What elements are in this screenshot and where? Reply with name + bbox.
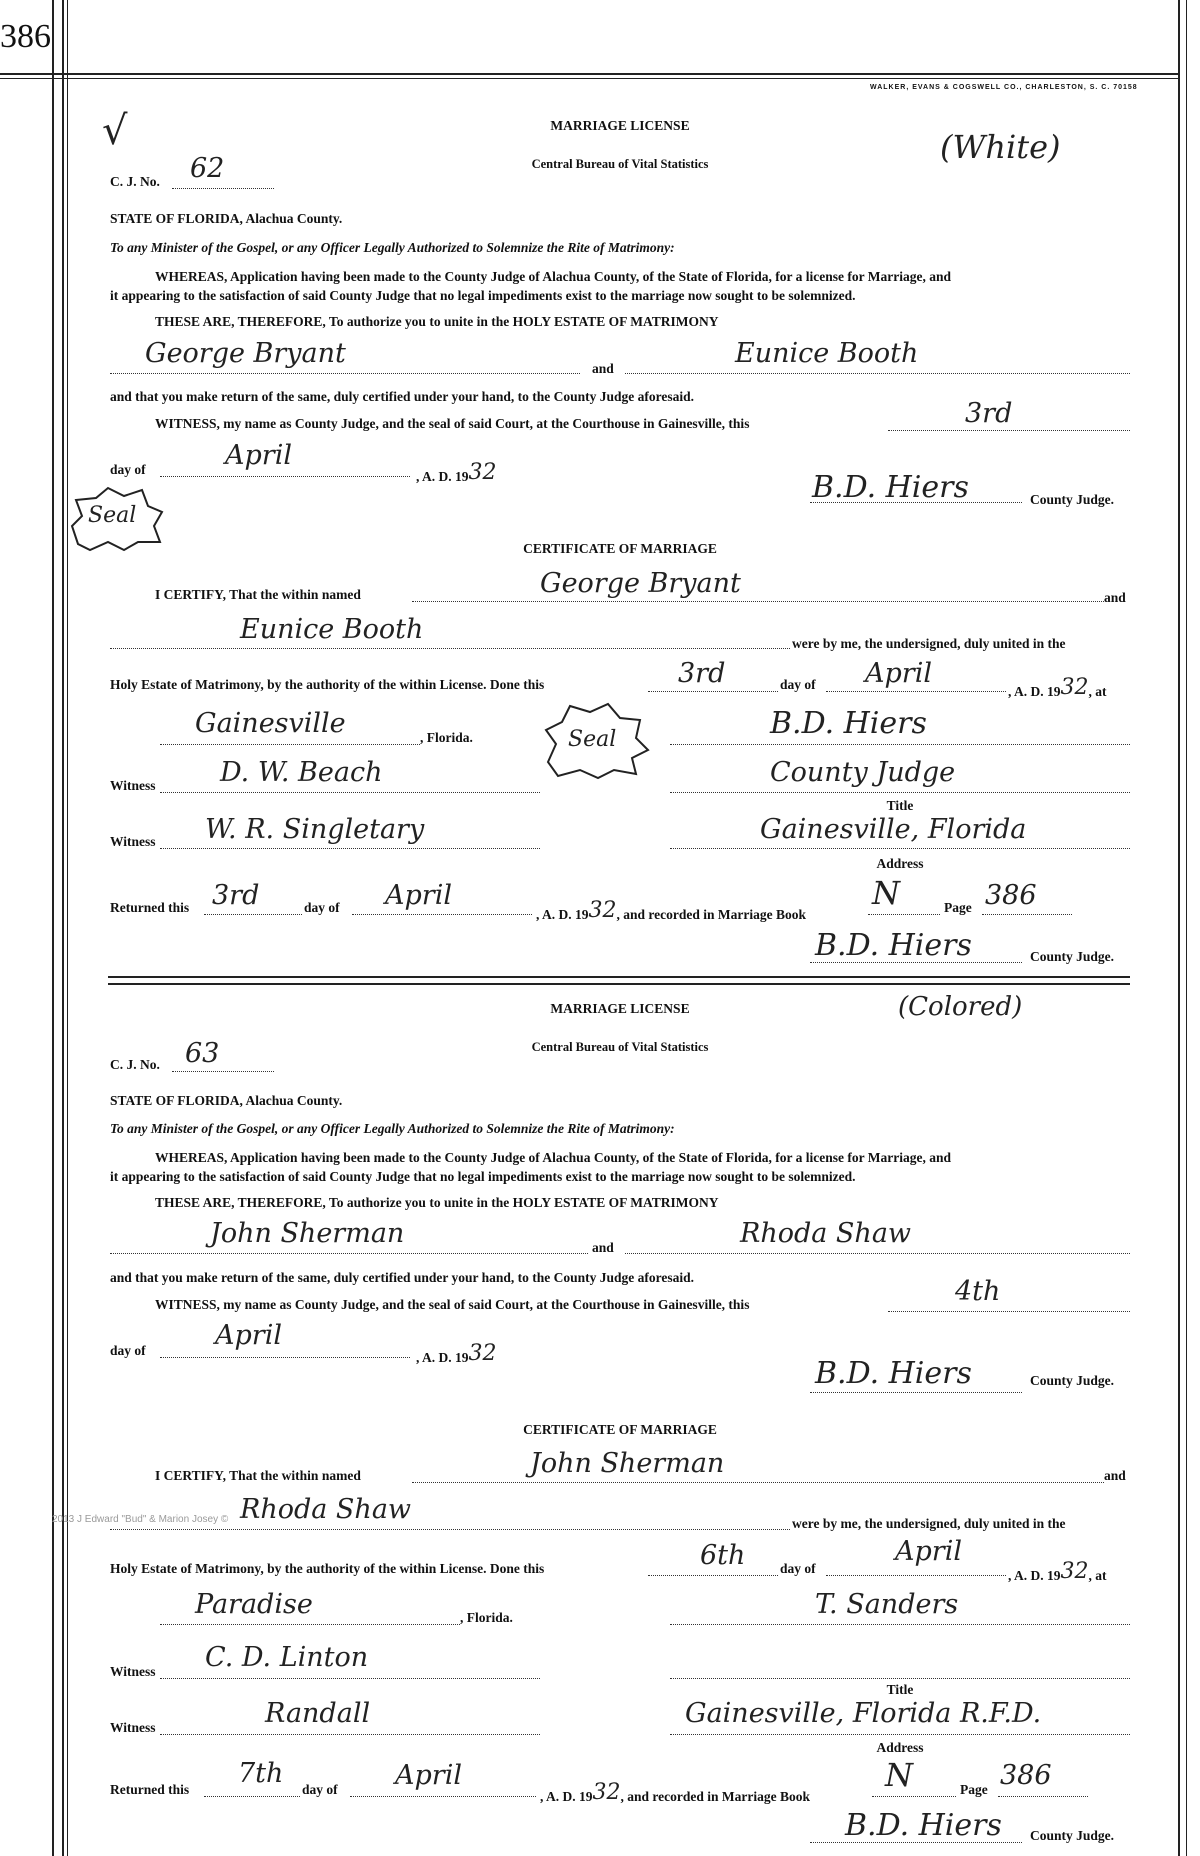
address-line: [670, 848, 1130, 849]
witness-2-line: [160, 1734, 540, 1735]
done-day-line: [648, 691, 778, 692]
officiant-address: Gainesville, Florida R.F.D.: [685, 1698, 1042, 1729]
day-of-label: day of: [302, 1782, 338, 1797]
court-seal: [68, 486, 164, 552]
cert-groom-line: [412, 1482, 1104, 1483]
day-of-label: day of: [780, 1561, 816, 1576]
bureau-title: Central Bureau of Vital Statistics: [531, 157, 709, 171]
record-separator: [108, 976, 1130, 985]
ad-label: , A. D. 1932: [416, 460, 497, 485]
certify-label: I CERTIFY, That the within named: [155, 587, 361, 602]
witness-2-line: [160, 848, 540, 849]
cert-bride-line: [110, 648, 790, 649]
judge-sig-line: [810, 1392, 1022, 1393]
bride-line: [625, 1253, 1130, 1254]
watermark: 2013 J Edward "Bud" & Marion Josey ©: [52, 1514, 229, 1525]
book: N: [872, 874, 900, 912]
return-line: and that you make return of the same, duly certified under your hand, to the County Judge aforesaid.: [110, 1270, 695, 1285]
book-line: [872, 1796, 956, 1797]
witness-1-line: [160, 792, 540, 793]
page-no: 386: [1000, 1760, 1052, 1791]
done-month: April: [895, 1536, 962, 1567]
done-year: 32: [1060, 675, 1089, 700]
officiant-signature: T. Sanders: [815, 1589, 959, 1620]
place-line: [160, 744, 420, 745]
license-title: MARRIAGE LICENSE: [550, 1001, 690, 1016]
returned-month-line: [352, 914, 532, 915]
witness-2: W. R. Singletary: [205, 814, 425, 845]
returned-month: April: [395, 1760, 462, 1791]
race-note: (White): [940, 128, 1061, 166]
license-month: April: [225, 440, 292, 471]
groom-line: [110, 1253, 588, 1254]
and-label: and: [592, 361, 614, 376]
margin-line: [62, 0, 64, 1856]
done-day: 3rd: [678, 658, 726, 689]
done-day: 6th: [700, 1540, 746, 1571]
title-label: Title: [886, 1682, 914, 1697]
license-year: 32: [468, 1341, 497, 1366]
returned-month-line: [350, 1796, 536, 1797]
returned-day-line: [204, 914, 302, 915]
bride-name: Eunice Booth: [735, 338, 919, 369]
florida-label: , Florida.: [460, 1610, 513, 1625]
license-title: MARRIAGE LICENSE: [550, 118, 690, 133]
witness-label: Witness: [110, 778, 156, 793]
state-line: STATE OF FLORIDA, Alachua County.: [110, 1093, 343, 1108]
officiant-sig-line: [670, 1624, 1130, 1625]
holy-estate: Holy Estate of Matrimony, by the authority of the within License. Done this: [110, 677, 545, 692]
witness-2: Randall: [265, 1698, 371, 1729]
printer-imprint: WALKER, EVANS & COGSWELL CO., CHARLESTON, S. C. 70158: [870, 84, 1138, 91]
cert-bride-line: [110, 1529, 790, 1530]
day-of-label: day of: [110, 1343, 146, 1358]
cert-title: CERTIFICATE OF MARRIAGE: [523, 541, 717, 556]
cj-label: C. J. No.: [110, 1057, 160, 1072]
returned-judge-signature: B.D. Hiers: [815, 928, 972, 963]
officiant-sig-line: [670, 744, 1130, 745]
address-label: Address: [876, 856, 924, 871]
returned-label: Returned this: [110, 900, 190, 915]
check-mark: √: [102, 108, 128, 154]
witness-line: WITNESS, my name as County Judge, and the seal of said Court, at the Courthouse in Gainesville, this: [155, 416, 750, 431]
day-of-label: day of: [110, 462, 146, 477]
whereas-2: it appearing to the satisfaction of said County Judge that no legal impediments exist to the marriage now sought to be solemnized.: [110, 288, 856, 303]
returned-day-line: [204, 1796, 300, 1797]
title-line: [670, 1678, 1130, 1679]
cert-groom: John Sherman: [530, 1448, 725, 1479]
officiant-seal: [540, 700, 652, 780]
and-label: and: [1104, 590, 1126, 605]
groom-name: George Bryant: [145, 338, 346, 369]
judge-signature: B.D. Hiers: [812, 470, 969, 505]
seal-text: Seal: [568, 727, 617, 752]
margin-line: [1186, 0, 1187, 1856]
cert-groom: George Bryant: [540, 568, 741, 599]
license-day-line: [888, 430, 1130, 431]
license-month-line: [160, 476, 410, 477]
return-line: and that you make return of the same, duly certified under your hand, to the County Judge aforesaid.: [110, 389, 695, 404]
address-line: To any Minister of the Gospel, or any Officer Legally Authorized to Solemnize the Rite of Matrimony:: [110, 1121, 675, 1136]
holy-estate: Holy Estate of Matrimony, by the authority of the within License. Done this: [110, 1561, 545, 1576]
page-label: Page: [960, 1782, 988, 1797]
done-day-line: [648, 1575, 778, 1576]
place: Gainesville: [195, 708, 346, 739]
united-label: were by me, the undersigned, duly united in the: [792, 1516, 1066, 1531]
race-note: (Colored): [898, 992, 1023, 1022]
witness-1: D. W. Beach: [220, 757, 383, 788]
done-year: 32: [1060, 1559, 1089, 1584]
united-label: were by me, the undersigned, duly united in the: [792, 636, 1066, 651]
done-month-line: [826, 1575, 1006, 1576]
judge-signature: B.D. Hiers: [815, 1356, 972, 1391]
these-are: THESE ARE, THEREFORE, To authorize you to unite in the HOLY ESTATE OF MATRIMONY: [155, 1195, 719, 1210]
page-no-line: [998, 1796, 1088, 1797]
bride-name: Rhoda Shaw: [740, 1218, 912, 1249]
ad-label: , A. D. 1932, at: [1008, 675, 1107, 700]
place: Paradise: [195, 1589, 313, 1620]
florida-label: , Florida.: [420, 730, 473, 745]
title-label: Title: [886, 798, 914, 813]
margin-line: [52, 0, 54, 1856]
witness-1-line: [160, 1678, 540, 1679]
margin-line: [1178, 0, 1180, 1856]
cert-bride: Eunice Booth: [240, 614, 424, 645]
officiant-signature: B.D. Hiers: [770, 706, 927, 741]
cert-groom-line: [412, 601, 1104, 602]
whereas-2: it appearing to the satisfaction of said County Judge that no legal impediments exist to the marriage now sought to be solemnized.: [110, 1169, 856, 1184]
county-judge-label: County Judge.: [1030, 949, 1115, 964]
ad-label: , A. D. 1932, and recorded in Marriage Book: [540, 1780, 811, 1805]
returned-day: 7th: [238, 1758, 284, 1789]
top-line: [0, 73, 1178, 75]
these-are: THESE ARE, THEREFORE, To authorize you to unite in the HOLY ESTATE OF MATRIMONY: [155, 314, 719, 329]
cj-label: C. J. No.: [110, 174, 160, 189]
cj-line: [172, 1071, 274, 1072]
page-no: 386: [985, 880, 1037, 911]
license-month-line: [160, 1357, 410, 1358]
day-of-label: day of: [780, 677, 816, 692]
groom-name: John Sherman: [210, 1218, 405, 1249]
cert-bride: Rhoda Shaw: [240, 1494, 412, 1525]
county-judge-label: County Judge.: [1030, 1373, 1115, 1388]
returned-year: 32: [592, 1780, 621, 1805]
license-day: 4th: [955, 1276, 1001, 1307]
seal-text: Seal: [88, 503, 137, 528]
done-month-line: [826, 691, 1006, 692]
and-label: and: [1104, 1468, 1126, 1483]
license-day-line: [888, 1311, 1130, 1312]
license-month: April: [215, 1320, 282, 1351]
ad-label: , A. D. 1932, at: [1008, 1559, 1107, 1584]
returned-year: 32: [588, 898, 617, 923]
margin-line: [67, 0, 68, 1856]
page-no-line: [982, 914, 1072, 915]
address-line: To any Minister of the Gospel, or any Officer Legally Authorized to Solemnize the Rite of Matrimony:: [110, 240, 675, 255]
page-number: 386: [0, 18, 51, 55]
bureau-title: Central Bureau of Vital Statistics: [531, 1040, 709, 1054]
county-judge-label: County Judge.: [1030, 1828, 1115, 1843]
witness-label: Witness: [110, 1664, 156, 1679]
place-line: [160, 1624, 460, 1625]
license-day: 3rd: [965, 398, 1013, 429]
county-judge-label: County Judge.: [1030, 492, 1115, 507]
returned-day: 3rd: [212, 880, 260, 911]
ad-label: , A. D. 1932, and recorded in Marriage Book: [536, 898, 807, 923]
day-of-label: day of: [304, 900, 340, 915]
state-line: STATE OF FLORIDA, Alachua County.: [110, 211, 343, 226]
cj-number: 63: [185, 1038, 220, 1069]
whereas-1: WHEREAS, Application having been made to the County Judge of Alachua County, of the State of Florida, for a license for Marriage, and: [155, 269, 952, 284]
top-line: [0, 78, 1178, 79]
witness-label: Witness: [110, 834, 156, 849]
and-label: and: [592, 1240, 614, 1255]
title-line: [670, 792, 1130, 793]
witness-line: WITNESS, my name as County Judge, and the seal of said Court, at the Courthouse in Gainesville, this: [155, 1297, 750, 1312]
cert-title: CERTIFICATE OF MARRIAGE: [523, 1422, 717, 1437]
groom-line: [110, 373, 580, 374]
returned-judge-signature: B.D. Hiers: [845, 1808, 1002, 1843]
officiant-title: County Judge: [770, 757, 956, 788]
address-label: Address: [876, 1740, 924, 1755]
book-line: [868, 914, 940, 915]
book: N: [885, 1756, 913, 1794]
ad-label: , A. D. 1932: [416, 1341, 497, 1366]
done-month: April: [865, 658, 932, 689]
cj-line: [172, 188, 274, 189]
whereas-1: WHEREAS, Application having been made to the County Judge of Alachua County, of the State of Florida, for a license for Marriage, and: [155, 1150, 952, 1165]
bride-line: [625, 373, 1130, 374]
witness-label: Witness: [110, 1720, 156, 1735]
page-label: Page: [944, 900, 972, 915]
address-line: [670, 1734, 1130, 1735]
license-year: 32: [468, 460, 497, 485]
cj-number: 62: [190, 153, 225, 184]
returned-label: Returned this: [110, 1782, 190, 1797]
officiant-address: Gainesville, Florida: [760, 814, 1027, 845]
witness-1: C. D. Linton: [205, 1642, 369, 1673]
certify-label: I CERTIFY, That the within named: [155, 1468, 361, 1483]
returned-month: April: [385, 880, 452, 911]
